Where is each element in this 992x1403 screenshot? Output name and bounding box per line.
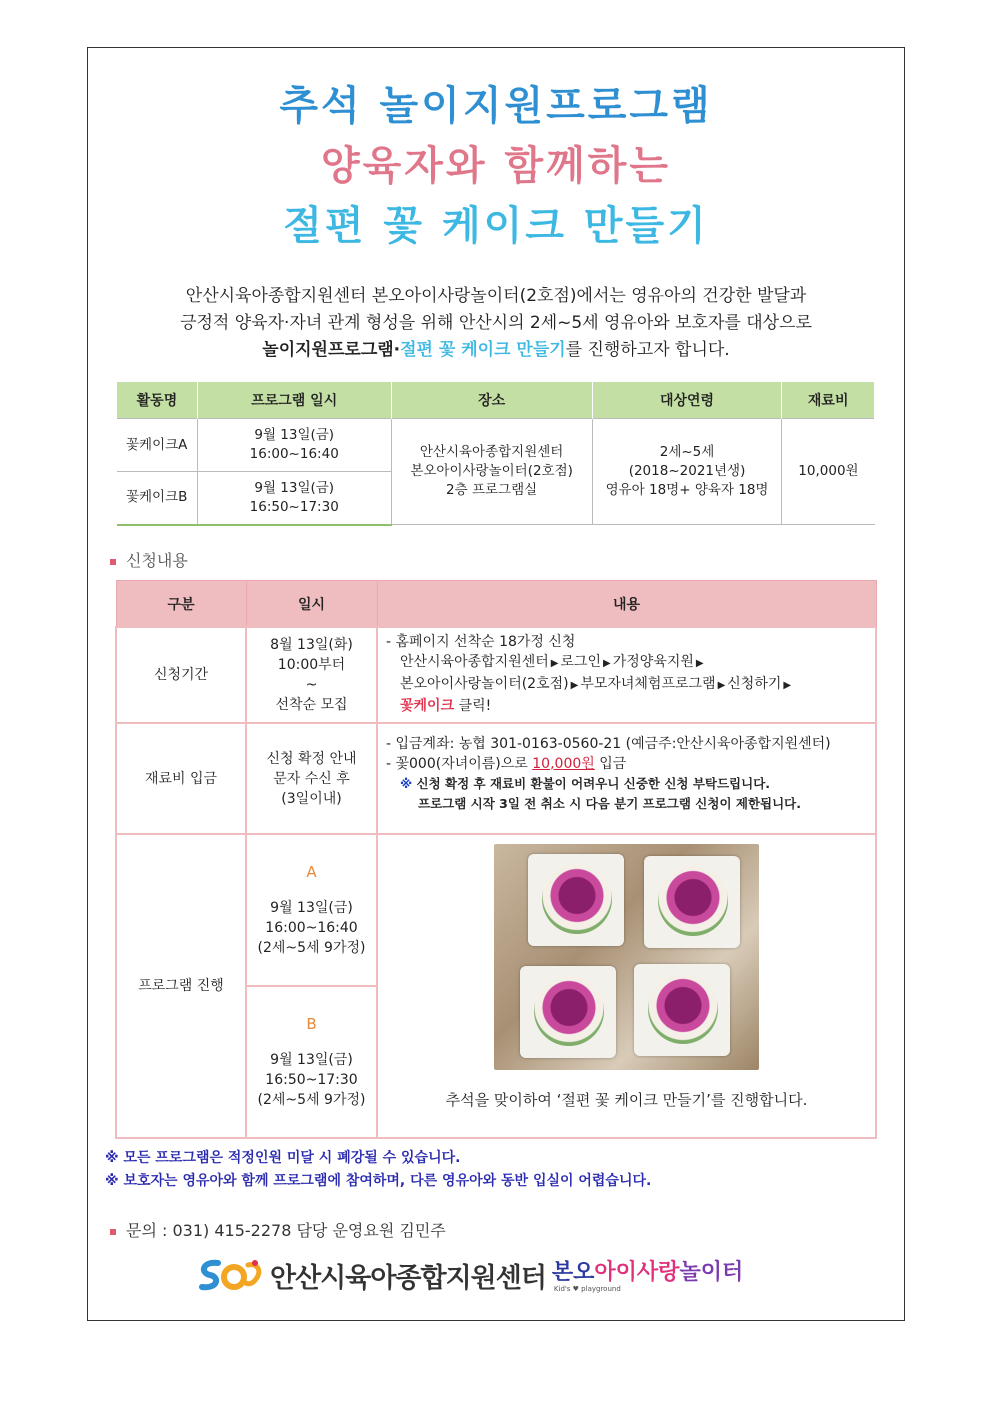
payment-note-1: ※ 신청 확정 후 재료비 환불이 어려우니 신중한 신청 부탁드립니다.: [400, 776, 771, 791]
intro-line2: 긍정적 양육자·자녀 관계 형성을 위해 안산시의 2세~5세 영유아와 보호자를 대상으로: [180, 313, 812, 333]
title-line2: 양육자와 함께하는: [320, 143, 672, 189]
bullet-square-icon: [110, 559, 116, 565]
intro-program-label: 놀이지원프로그램·: [262, 340, 401, 360]
activity-table: [116, 382, 875, 526]
arrow-right-icon: ▶: [783, 680, 792, 691]
arrow-right-icon: ▶: [570, 680, 579, 691]
row-label-apply: 신청기간: [116, 627, 246, 723]
arrow-right-icon: ▶: [603, 658, 611, 669]
title-line1: 추석 놀이지원프로그램: [279, 83, 713, 129]
activity-fee: 10,000원: [782, 419, 875, 525]
apply-click: 꽃케이크 클릭!: [400, 698, 492, 714]
row-label-payment: 재료비 입금: [116, 723, 246, 834]
playground-logo-tag: Kid's ♥ playground: [553, 1285, 621, 1293]
activity-place: 안산시육아종합지원센터 본오아이사랑놀이터(2호점) 2층 프로그램실: [391, 419, 592, 525]
arrow-right-icon: ▶: [717, 680, 726, 691]
center-logo-text: 안산시육아종합지원센터: [270, 1262, 546, 1294]
apply-path-1: 안산시육아종합지원센터 ▶ 로그인 ▶ 가정양육지원 ▶: [400, 654, 704, 670]
header-activity: 활동명: [117, 382, 198, 419]
cake-photo: [494, 844, 759, 1070]
intro-line3-rest: 를 진행하고자 합니다.: [565, 340, 730, 360]
section-title: 신청내용: [110, 548, 188, 571]
payment-content: [377, 723, 876, 834]
bullet-square-icon: [110, 1229, 116, 1235]
payment-note-2: 프로그램 시작 3일 전 취소 시 다음 분기 프로그램 신청이 제한됩니다.: [418, 796, 801, 811]
header-fee: 재료비: [782, 382, 875, 419]
program-b: B 9월 13일(금) 16:50~17:30 (2세~5세 9가정): [246, 986, 377, 1138]
activity-age: 2세~5세 (2018~2021년생) 영유아 18명+ 양육자 18명: [592, 419, 782, 525]
payment-account: - 입금계좌: 농협 301-0163-0560-21 (예금주:안산시육아종합지원센터): [386, 736, 831, 752]
playground-logo: 본오아이사랑놀이터 Kid's ♥ playground: [551, 1260, 744, 1293]
intro-program-name: 절편 꽃 케이크 만들기: [400, 340, 566, 360]
header-category: 구분: [116, 581, 246, 628]
apply-date: 8월 13일(화) 10:00부터 ~ 선착순 모집: [246, 627, 377, 723]
application-table: [115, 580, 877, 1139]
activity-time-b: 9월 13일(금) 16:50~17:30: [197, 472, 391, 525]
footnote-1: ※ 모든 프로그램은 적정인원 미달 시 폐강될 수 있습니다.: [105, 1150, 461, 1166]
apply-content: - 홈페이지 선착순 18가정 신청 안산시육아종합지원센터 ▶ 로그인 ▶ 가정양육지원 ▶ 본오아이사랑놀이터(2호점) ▶ 부모자녀체험프로그램 ▶ 신청하기 ▶ 꽃케이크 클릭!: [377, 627, 876, 723]
inquiry: 문의 : 031) 415-2278 담당 운영요원 김민주: [110, 1218, 446, 1241]
center-logo-icon: [196, 1255, 266, 1295]
title-line3: 절편 꽃 케이크 만들기: [283, 203, 709, 249]
activity-name-a: 꽃케이크A: [117, 419, 198, 472]
header-datetime: 프로그램 일시: [197, 382, 391, 419]
arrow-right-icon: ▶: [550, 658, 559, 669]
center-logo: [196, 1253, 743, 1297]
header-content: 내용: [377, 581, 876, 628]
program-a: A 9월 13일(금) 16:00~16:40 (2세~5세 9가정): [246, 834, 377, 986]
activity-time-a: 9월 13일(금) 16:00~16:40: [197, 419, 391, 472]
header-age: 대상연령: [592, 382, 782, 419]
footnote-2: ※ 보호자는 영유아와 함께 프로그램에 참여하며, 다른 영유아와 동반 입실이 어렵습니다.: [105, 1173, 652, 1189]
intro-line3: [87, 337, 905, 364]
activity-name-b: 꽃케이크B: [117, 472, 198, 525]
program-content: [377, 834, 876, 1138]
arrow-right-icon: ▶: [695, 658, 704, 669]
apply-path-2: 본오아이사랑놀이터(2호점) ▶ 부모자녀체험프로그램 ▶ 신청하기 ▶: [400, 676, 792, 692]
intro-line1: 안산시육아종합지원센터 본오아이사랑놀이터(2호점)에서는 영유아의 건강한 발달과: [185, 286, 807, 306]
payment-date: 신청 확정 안내 문자 수신 후 (3일이내): [246, 723, 377, 834]
intro-paragraph: [87, 283, 905, 364]
header-place: 장소: [391, 382, 592, 419]
row-label-program: 프로그램 진행: [116, 834, 246, 1138]
payment-deposit: - 꽃000(자녀이름)으로 10,000원 입금: [386, 756, 627, 772]
program-caption: 추석을 맞이하여 ‘절편 꽃 케이크 만들기’를 진행합니다.: [445, 1091, 808, 1109]
header-date: 일시: [246, 581, 377, 628]
